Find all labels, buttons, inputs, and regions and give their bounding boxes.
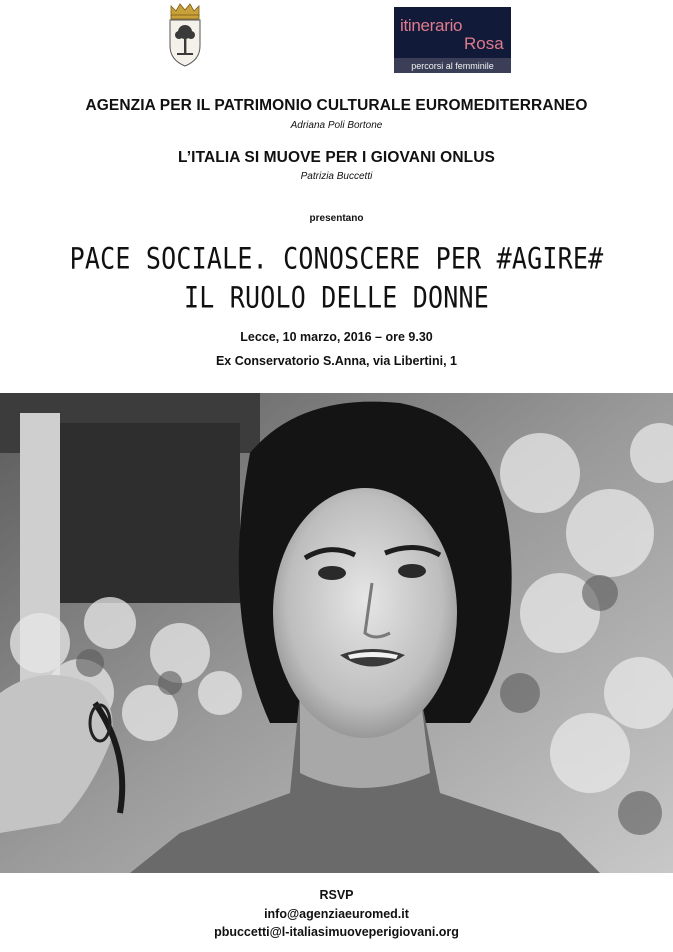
event-title-line-2: IL RUOLO DELLE DONNE [183,280,490,315]
logo-text-itinerario: itinerario [400,16,463,35]
event-title-line-1: PACE SOCIALE. CONOSCERE PER #AGIRE# [69,241,604,276]
organizer-2-name: L’ITALIA SI MUOVE PER I GIOVANI ONLUS [178,149,495,166]
event-venue: Ex Conservatorio S.Anna, via Libertini, 1 [215,354,458,368]
rsvp-label: RSVP [319,888,354,902]
itinerario-rosa-logo [394,7,511,73]
portrait-photo [0,393,673,873]
organizer-2-person: Patrizia Buccetti [300,171,373,182]
presentano-label: presentano [309,213,364,224]
event-date: Lecce, 10 marzo, 2016 – ore 9.30 [240,330,433,344]
organizer-1-person: Adriana Poli Bortone [290,120,383,131]
rsvp-email-2[interactable]: pbuccetti@l-italiasimuoveperigiovani.org [214,925,459,939]
municipal-crest-icon [165,2,205,68]
rsvp-email-1[interactable]: info@agenziaeuromed.it [264,907,409,921]
organizer-1-name: AGENZIA PER IL PATRIMONIO CULTURALE EUROMEDITERRANEO [85,97,588,114]
logo-tagline: percorsi al femminile [411,61,494,71]
logo-text-rosa: Rosa [464,34,504,53]
